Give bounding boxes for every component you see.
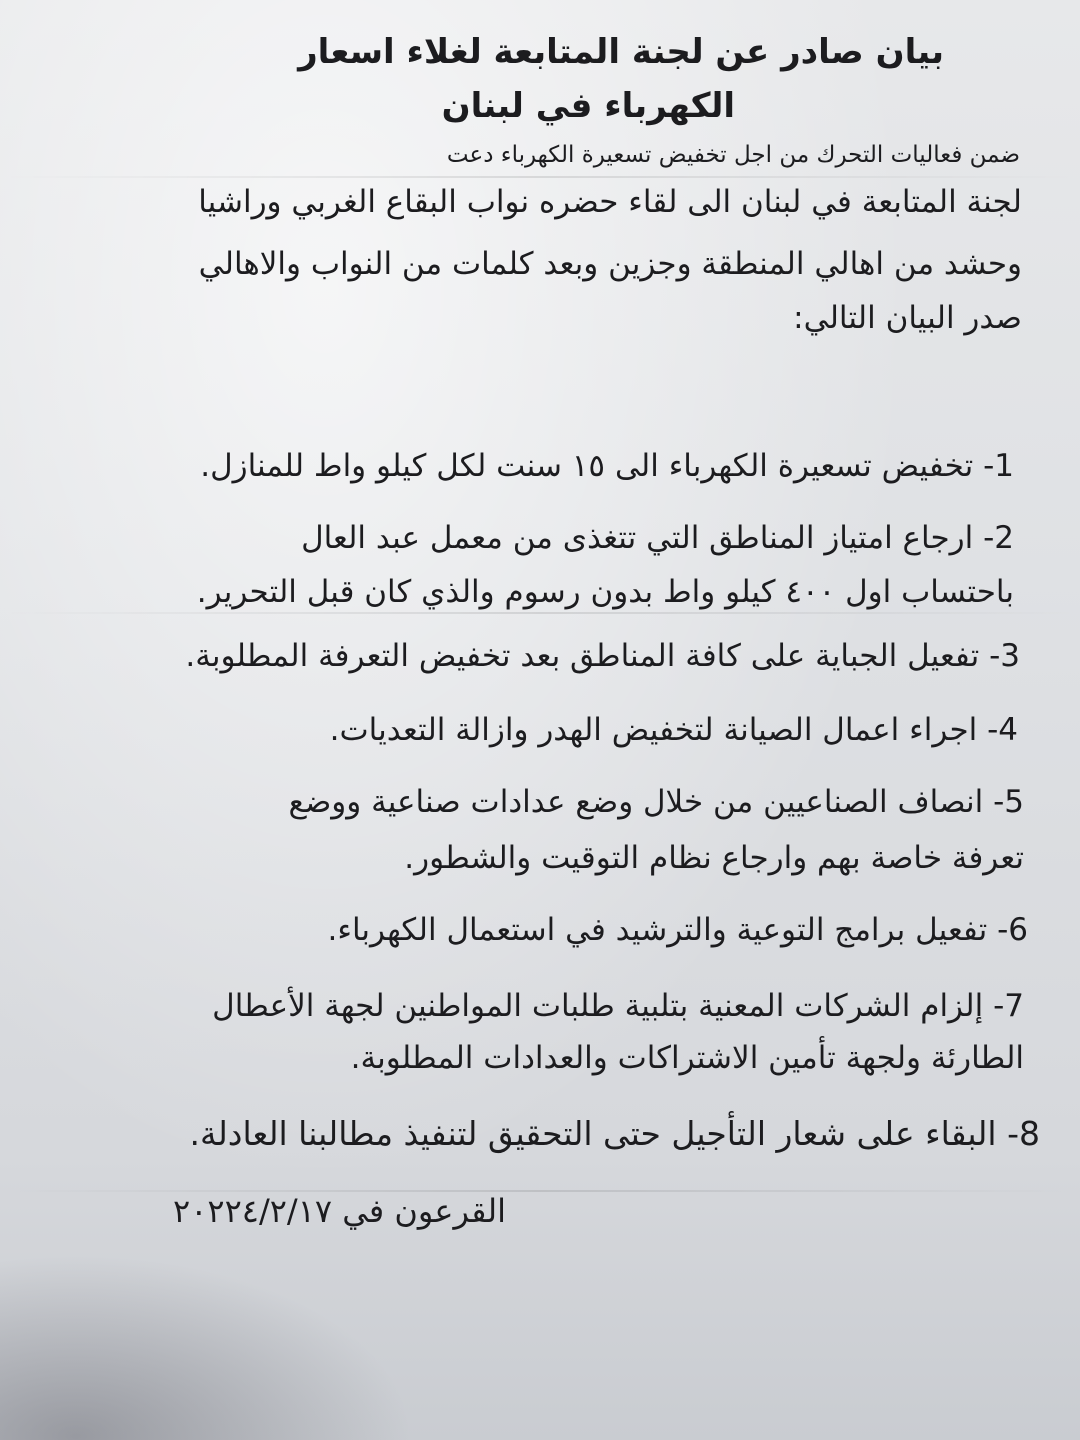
statement-item-7-continued: الطارئة ولجهة تأمين الاشتراكات والعدادات المطلوبة. [350, 1040, 1024, 1076]
statement-item-5: 5- انصاف الصناعيين من خلال وضع عدادات صناعية ووضع [288, 784, 1024, 820]
intro-line-4: صدر البيان التالي: [793, 300, 1022, 336]
paper-fold-line [0, 1190, 1080, 1192]
photo-shadow [0, 1240, 440, 1440]
paper-fold-line [0, 612, 1080, 614]
statement-item-2-continued: باحتساب اول ٤٠٠ كيلو واط بدون رسوم والذي كان قبل التحرير. [196, 574, 1014, 610]
document-title-line-2: الكهرباء في لبنان [441, 86, 735, 126]
statement-item-2: 2- ارجاع امتياز المناطق التي تتغذى من معمل عبد العال [301, 520, 1014, 556]
intro-line-3: وحشد من اهالي المنطقة وجزين وبعد كلمات من النواب والاهالي [198, 246, 1022, 282]
statement-item-8: 8- البقاء على شعار التأجيل حتى التحقيق لتنفيذ مطالبنا العادلة. [189, 1114, 1040, 1153]
statement-item-6: 6- تفعيل برامج التوعية والترشيد في استعمال الكهرباء. [327, 912, 1028, 948]
statement-item-5-continued: تعرفة خاصة بهم وارجاع نظام التوقيت والشطور. [404, 840, 1024, 876]
place-and-date-signature: القرعون في ٢٠٢٢٤/٢/١٧ [173, 1192, 506, 1230]
statement-item-7: 7- إلزام الشركات المعنية بتلبية طلبات المواطنين لجهة الأعطال [212, 988, 1024, 1024]
paper-fold-line [0, 176, 1080, 178]
statement-item-1: 1- تخفيض تسعيرة الكهرباء الى ١٥ سنت لكل كيلو واط للمنازل. [200, 448, 1014, 484]
document-title-line-1: بيان صادر عن لجنة المتابعة لغلاء اسعار [298, 32, 944, 72]
intro-line-2: لجنة المتابعة في لبنان الى لقاء حضره نواب البقاع الغربي وراشيا [198, 184, 1022, 220]
intro-line-1: ضمن فعاليات التحرك من اجل تخفيض تسعيرة الكهرباء دعت [446, 142, 1020, 168]
statement-item-3: 3- تفعيل الجباية على كافة المناطق بعد تخفيض التعرفة المطلوبة. [185, 638, 1020, 674]
statement-item-4: 4- اجراء اعمال الصيانة لتخفيض الهدر وازالة التعديات. [329, 712, 1018, 748]
